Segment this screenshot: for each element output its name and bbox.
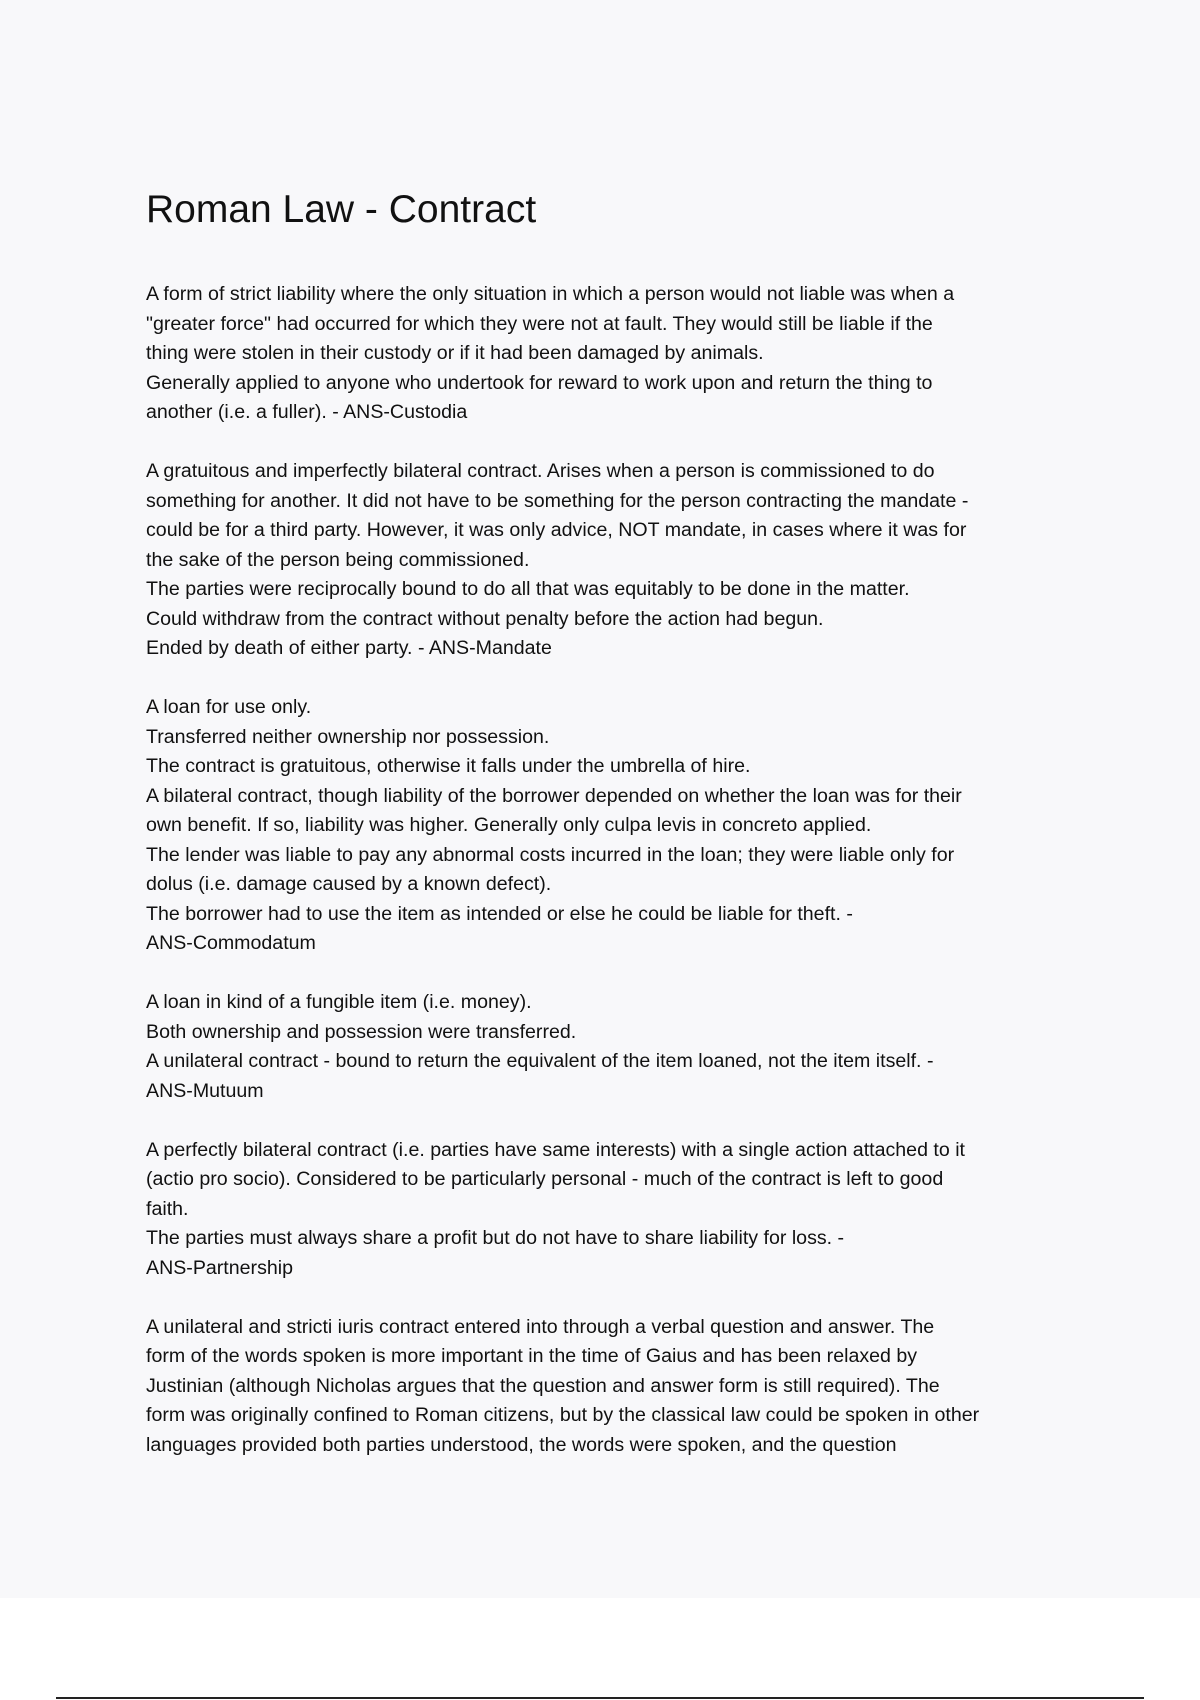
text-line: The lender was liable to pay any abnormal costs incurred in the loan; they were liable only for: [146, 843, 955, 866]
text-line: A form of strict liability where the only situation in which a person would not liable was when a: [146, 283, 955, 305]
text-line: the sake of the person being commissioned.: [146, 548, 530, 571]
document-title: Roman Law - Contract: [146, 188, 537, 231]
text-line: A loan in kind of a fungible item (i.e. money).: [146, 991, 532, 1013]
text-line: dolus (i.e. damage caused by a known defect).: [146, 873, 552, 895]
text-line: Ended by death of either party. - ANS-Mandate: [146, 637, 552, 659]
text-line: (actio pro socio). Considered to be particularly personal - much of the contract is left to good: [146, 1168, 944, 1190]
footer-divider: [56, 1697, 1144, 1699]
text-line: A unilateral contract - bound to return the equivalent of the item loaned, not the item itself. -: [146, 1050, 934, 1072]
text-line: own benefit. If so, liability was higher. Generally only culpa levis in concreto applied.: [146, 814, 872, 836]
text-line: ANS-Partnership: [146, 1256, 294, 1279]
text-line: Both ownership and possession were transferred.: [146, 1020, 577, 1043]
text-line: "greater force" had occurred for which they were not at fault. They would still be liable if the: [146, 312, 933, 335]
text-line: thing were stolen in their custody or if it had been damaged by animals.: [146, 342, 764, 364]
text-line: A unilateral and stricti iuris contract entered into through a verbal question and answer. The: [146, 1315, 935, 1338]
text-line: ANS-Commodatum: [146, 932, 316, 954]
text-line: The parties were reciprocally bound to do all that was equitably to be done in the matter.: [146, 578, 910, 600]
text-line: Could withdraw from the contract without penalty before the action had begun.: [146, 607, 824, 630]
entry-custodia: [146, 280, 1096, 428]
entry-commodatum: [146, 693, 1096, 959]
text-line: faith.: [146, 1197, 189, 1220]
entry-mandate: [146, 457, 1096, 664]
text-line: The contract is gratuitous, otherwise it falls under the umbrella of hire.: [146, 755, 751, 777]
text-line: form was originally confined to Roman citizens, but by the classical law could be spoken in other: [146, 1404, 980, 1426]
text-line: could be for a third party. However, it was only advice, NOT mandate, in cases where it was for: [146, 519, 967, 541]
text-line: Transferred neither ownership nor possession.: [146, 725, 550, 748]
text-line: another (i.e. a fuller). - ANS-Custodia: [146, 401, 468, 423]
text-line: languages provided both parties understood, the words were spoken, and the question: [146, 1433, 897, 1456]
text-line: A gratuitous and imperfectly bilateral contract. Arises when a person is commissioned to do: [146, 460, 935, 482]
text-line: form of the words spoken is more important in the time of Gaius and has been relaxed by: [146, 1345, 918, 1367]
text-line: ANS-Mutuum: [146, 1079, 264, 1102]
entry-mutuum: [146, 988, 1096, 1106]
text-line: something for another. It did not have to be something for the person contracting the mandate -: [146, 489, 969, 512]
text-line: A perfectly bilateral contract (i.e. parties have same interests) with a single action attached to it: [146, 1138, 965, 1161]
text-line: A bilateral contract, though liability of the borrower depended on whether the loan was for their: [146, 784, 962, 807]
document-body: [146, 280, 1096, 1490]
text-line: The borrower had to use the item as intended or else he could be liable for theft. -: [146, 902, 853, 925]
text-line: Justinian (although Nicholas argues that the question and answer form is still required). The: [146, 1374, 940, 1397]
entry-partnership: [146, 1136, 1096, 1284]
entry-stipulatio: [146, 1313, 1096, 1461]
text-line: The parties must always share a profit but do not have to share liability for loss. -: [146, 1227, 845, 1249]
text-line: Generally applied to anyone who undertook for reward to work upon and return the thing to: [146, 371, 933, 394]
text-line: A loan for use only.: [146, 696, 312, 718]
